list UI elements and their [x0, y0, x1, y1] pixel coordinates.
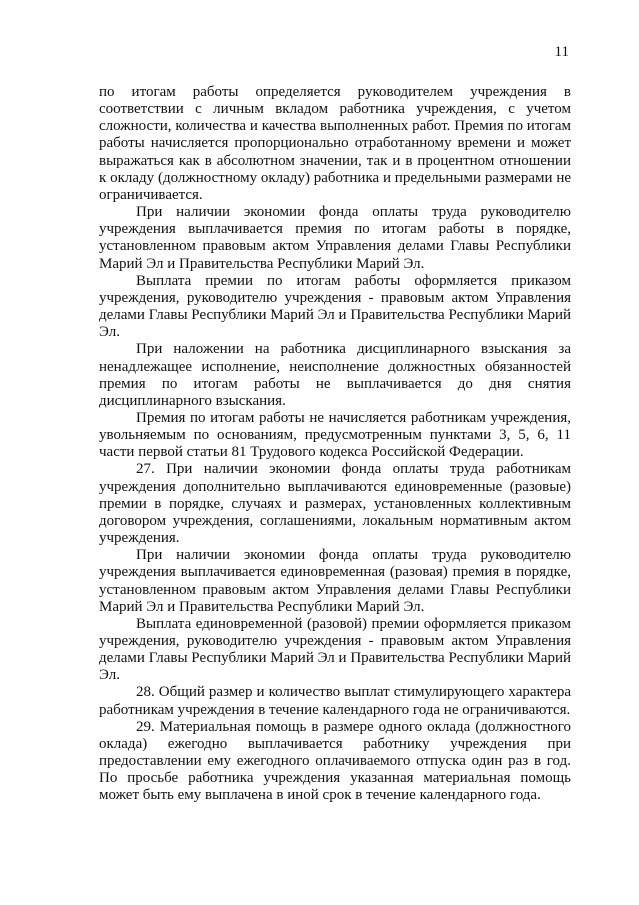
paragraph-director-one-time-bonus: При наличии экономии фонда оплаты труда руководителю учреждения выплачивается единовременная (разовая) премия в порядке, установленном правовым актом Управления делами Главы Республики Марий Эл и Правительства Республики Марий Эл. [99, 547, 571, 615]
paragraph-one-time-bonus-order: Выплата единовременной (разовой) премии оформляется приказом учреждения, руководителю учреждения - правовым актом Управления делами Главы Республики Марий Эл и Правительства Республики Марий Эл. [99, 615, 572, 684]
paragraph-item-29: 29. Материальная помощь в размере одного оклада (должностного оклада) ежегодно выплачивается работнику учреждения при предоставлении ему ежегодного оплачиваемого отпуска один раз в год. По просьбе работника учреждения указанная материальная помощь может быть ему выплачена в иной срок в течение календарного года. [99, 718, 571, 804]
paragraph-bonus-order: Выплата премии по итогам работы оформляется приказом учреждения, руководителю учреждения - правовым актом Управления делами Главы Республики Марий Эл и Правительства Республики Марий Эл. [99, 272, 572, 341]
paragraph-item-27: 27. При наличии экономии фонда оплаты труда работникам учреждения дополнительно выплачиваются единовременные (разовые) премии в порядке, случаях и размерах, установленных коллективным договором учреждения, соглашениями, локальным нормативным актом учреждения. [99, 461, 571, 547]
paragraph-item-28: 28. Общий размер и количество выплат стимулирующего характера работникам учреждения в течение календарного года не ограничиваются. [99, 684, 571, 718]
paragraph-disciplinary-penalty: При наложении на работника дисциплинарного взыскания за ненадлежащее исполнение, неисполнение должностных обязанностей премия по итогам работы не выплачивается до дня снятия дисциплинарного взыскания. [99, 341, 571, 409]
paragraph-dismissal-exclusion: Премия по итогам работы не начисляется работникам учреждения, увольняемым по основаниям, предусмотренным пунктами 3, 5, 6, 11 части первой статьи 81 Трудового кодекса Российской Федерации. [99, 409, 571, 461]
paragraph-bonus-determination: по итогам работы определяется руководителем учреждения в соответствии с личным вкладом работника учреждения, с учетом сложности, количества и качества выполненных работ. Премия по итогам работы начисляется пропорционально отработанному времени и может выражаться как в абсолютном значении, так и в процентном отношении к окладу (должностному окладу) работника и предельными размерами не ограничивается. [99, 84, 571, 203]
paragraph-director-bonus: При наличии экономии фонда оплаты труда руководителю учреждения выплачивается премия по итогам работы в порядке, установленном правовым актом Управления делами Главы Республики Марий Эл и Правительства Республики Марий Эл. [99, 204, 571, 272]
page-number: 11 [554, 44, 569, 60]
document-body [99, 84, 571, 805]
